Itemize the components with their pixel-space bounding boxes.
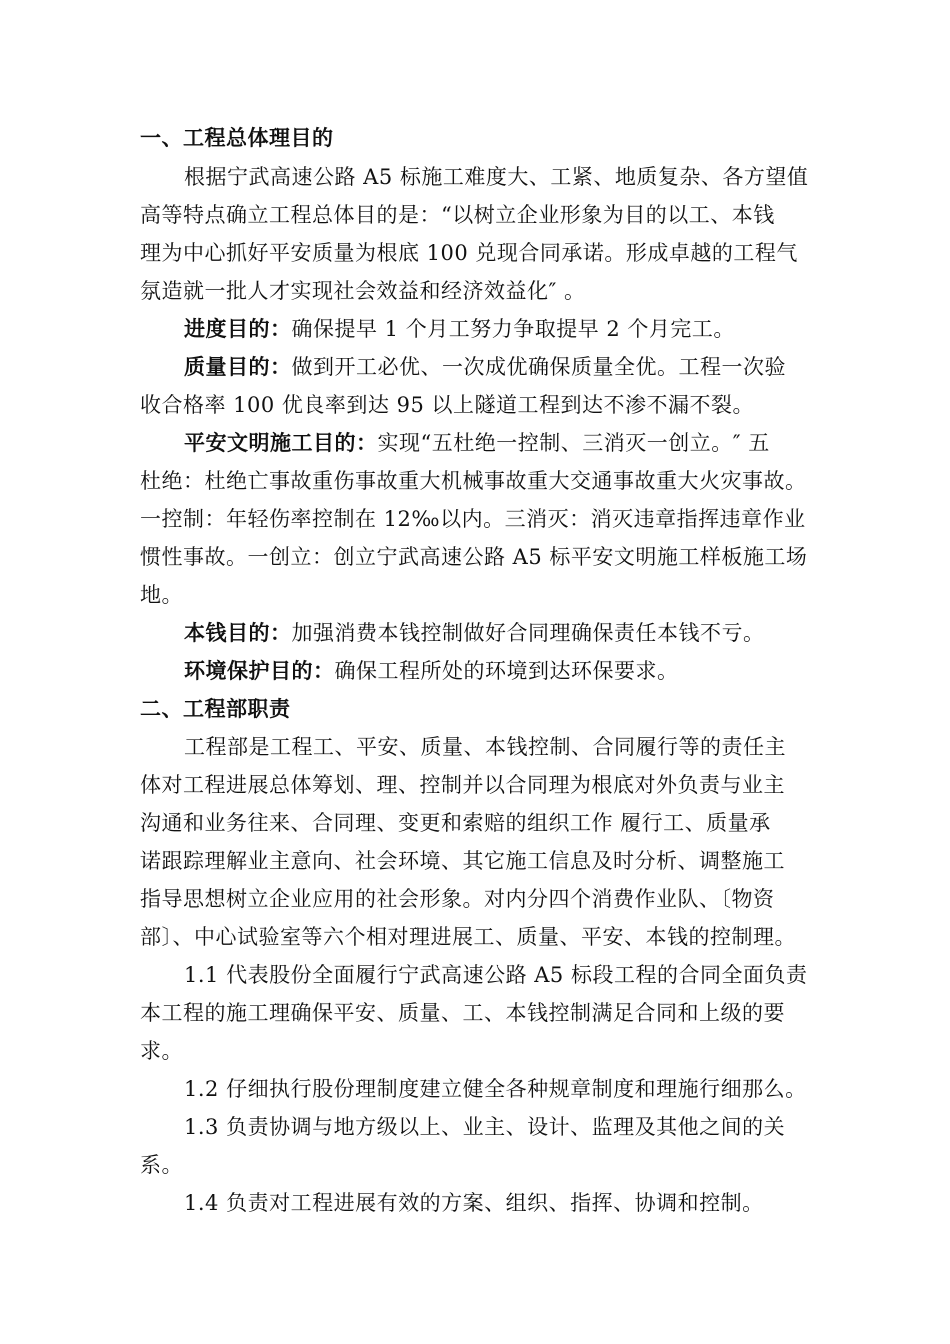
- paragraph-line: 收合格率 100 优良率到达 95 以上隧道工程到达不渗不漏不裂。: [140, 393, 755, 417]
- paragraph-line: 工程部是工程工、平安、质量、本钱控制、合同履行等的责任主: [184, 735, 786, 759]
- paragraph-line: 氛造就一批人才实现社会效益和经济效益化″ 。: [140, 279, 586, 303]
- paragraph-line: 惯性事故。一创立：创立宁武高速公路 A5 标平安文明施工样板施工场: [140, 545, 808, 569]
- paragraph-line: 高等特点确立工程总体目的是：“以树立企业形象为目的以工、本钱: [140, 203, 775, 227]
- paragraph-line: 沟通和业务往来、合同理、变更和索赔的组织工作 履行工、质量承: [140, 811, 771, 835]
- schedule-goal-label: 进度目的：: [184, 317, 292, 341]
- duty-item: 1.1 代表股份全面履行宁武高速公路 A5 标段工程的合同全面负责: [184, 963, 808, 987]
- quality-goal: [184, 352, 786, 382]
- quality-goal-label: 质量目的：: [184, 355, 292, 379]
- paragraph-line: 体对工程进展总体筹划、理、控制并以合同理为根底对外负责与业主: [140, 773, 785, 797]
- schedule-goal-text: 确保提早 1 个月工努力争取提早 2 个月完工。: [291, 317, 735, 341]
- environment-goal-label: 环境保护目的：: [184, 659, 335, 683]
- quality-goal-text: 做到开工必优、一次成优确保质量全优。工程一次验: [291, 355, 786, 379]
- paragraph-line: 一控制：年轻伤率控制在 12‰以内。三消灭：消灭违章指挥违章作业: [140, 507, 806, 531]
- cost-goal-label: 本钱目的：: [184, 621, 292, 645]
- paragraph-line: 求。: [140, 1039, 183, 1063]
- paragraph-line: 杜绝：杜绝亡事故重伤事故重大机械事故重大交通事故重大火灾事故。: [140, 469, 807, 493]
- paragraph-line: 部〕、中心试验室等六个相对理进展工、质量、平安、本钱的控制理。: [140, 925, 796, 949]
- environment-goal-text: 确保工程所处的环境到达环保要求。: [334, 659, 679, 683]
- duty-item: 1.4 负责对工程进展有效的方案、组织、指挥、协调和控制。: [184, 1191, 764, 1215]
- paragraph-line: 系。: [140, 1153, 183, 1177]
- paragraph-line: 根据宁武高速公路 A5 标施工难度大、工紧、地质复杂、各方望值: [184, 165, 809, 189]
- section-heading: 一、工程总体理目的: [140, 126, 334, 150]
- safety-goal: [184, 428, 770, 458]
- paragraph-line: 诺跟踪理解业主意向、社会环境、其它施工信息及时分析、调整施工: [140, 849, 785, 873]
- environment-goal: [184, 656, 679, 686]
- paragraph-line: 地。: [140, 583, 183, 607]
- duty-item: 1.2 仔细执行股份理制度建立健全各种规章制度和理施行细那么。: [184, 1077, 807, 1101]
- paragraph-line: 本工程的施工理确保平安、质量、工、本钱控制满足合同和上级的要: [140, 1001, 785, 1025]
- cost-goal-text: 加强消费本钱控制做好合同理确保责任本钱不亏。: [291, 621, 765, 645]
- schedule-goal: [184, 314, 735, 344]
- duty-item: 1.3 负责协调与地方级以上、业主、设计、监理及其他之间的关: [184, 1115, 786, 1139]
- section-heading: 二、工程部职责: [140, 697, 291, 721]
- safety-goal-text: 实现“五杜绝一控制、三消灭一创立。″ 五: [377, 431, 770, 455]
- paragraph-line: 理为中心抓好平安质量为根底 100 兑现合同承诺。形成卓越的工程气: [140, 241, 798, 265]
- paragraph-line: 指导思想树立企业应用的社会形象。对内分四个消费作业队、〔物资: [140, 887, 775, 911]
- cost-goal: [184, 618, 765, 648]
- safety-goal-label: 平安文明施工目的：: [184, 431, 378, 455]
